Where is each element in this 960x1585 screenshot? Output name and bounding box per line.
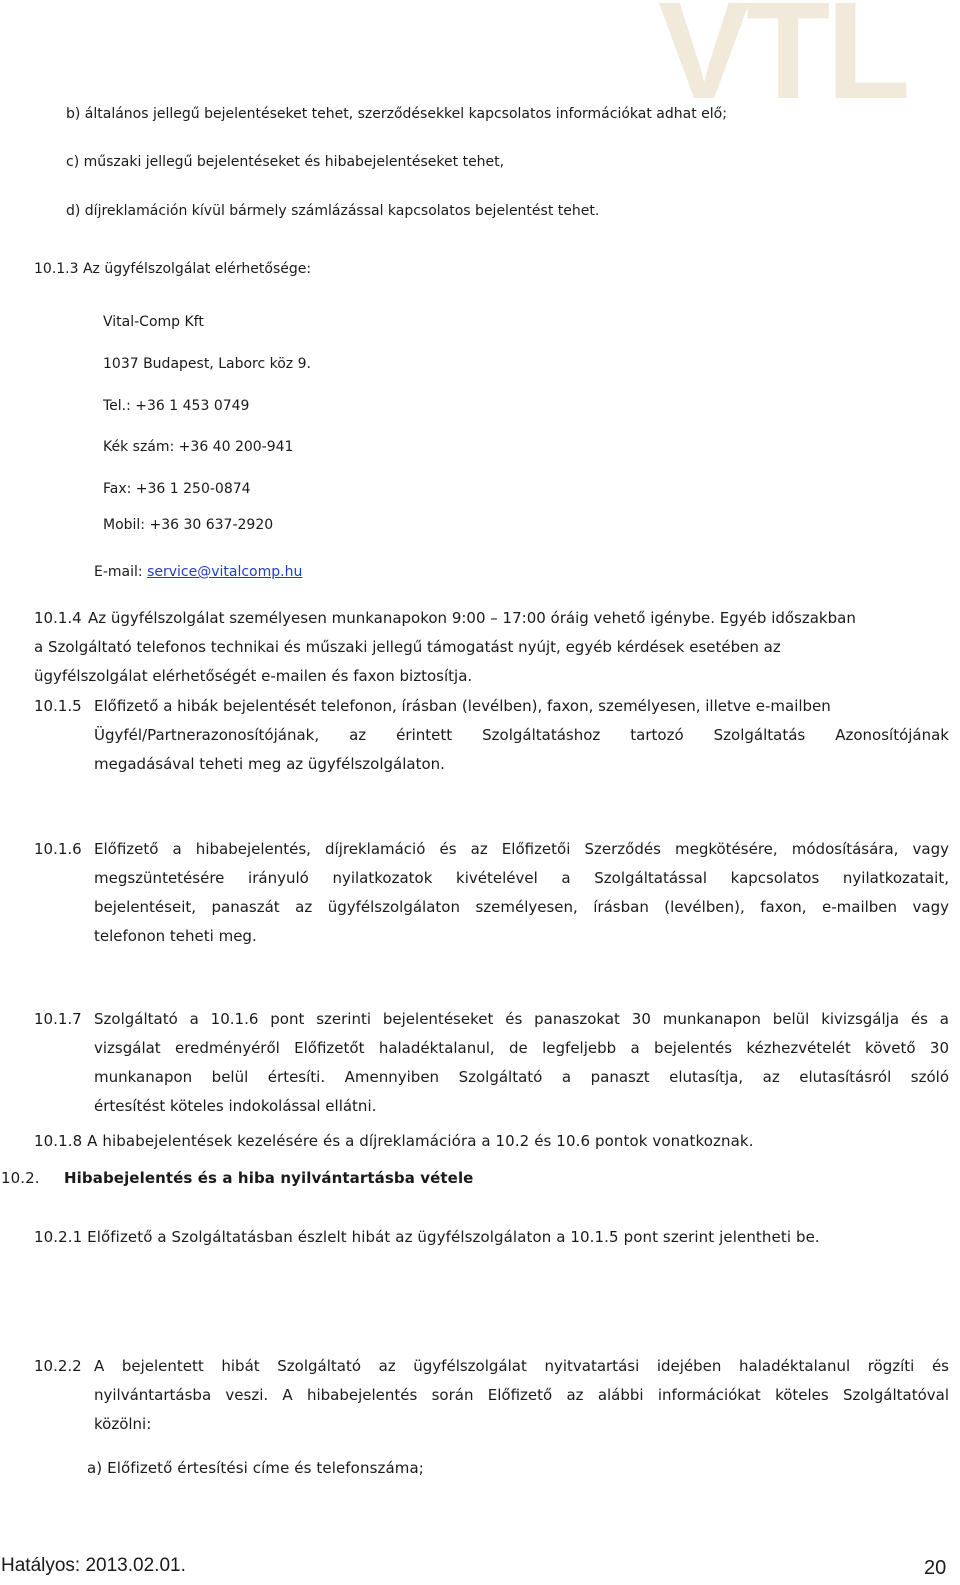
- heading-number: 10.2.: [1, 1169, 40, 1187]
- para-line: a Szolgáltató telefonos technikai és műszaki jellegű támogatást nyújt, egyéb kérdések esetében az: [34, 638, 781, 656]
- para-line: A bejelentett hibát Szolgáltató az ügyfélszolgálat nyitvatartási idejében haladéktalanul rögzíti és: [94, 1357, 949, 1375]
- para-line: vizsgálat eredményéről Előfizetőt haladéktalanul, de legfeljebb a bejelentés kézhezvételét követő 30: [94, 1039, 949, 1057]
- para-line: bejelentéseit, panaszát az ügyfélszolgálaton személyesen, írásban (levélben), faxon, e-mailben vagy: [94, 898, 949, 916]
- item-a: a) Előfizető értesítési címe és telefonszáma;: [87, 1459, 424, 1477]
- para-line: Ügyfél/Partnerazonosítójának, az érintett Szolgáltatáshoz tartozó Szolgáltatás Azonosítójának: [94, 726, 949, 744]
- para-line: megadásával teheti meg az ügyfélszolgálaton.: [94, 755, 445, 773]
- para-line: Szolgáltató a 10.1.6 pont szerinti bejelentéseket és panaszokat 30 munkanapon belül kivizsgálja és a: [94, 1010, 949, 1028]
- para-line: ügyfélszolgálat elérhetőségét e-mailen és faxon biztosítja.: [34, 667, 473, 685]
- contact-email-row: [94, 564, 302, 580]
- para-line: megszüntetésére irányuló nyilatkozatok kivételével a Szolgáltatással kapcsolatos nyilatkozatait,: [94, 869, 949, 887]
- contact-address: 1037 Budapest, Laborc köz 9.: [103, 356, 311, 372]
- item-c: c) műszaki jellegű bejelentéseket és hibabejelentéseket tehet,: [66, 154, 505, 170]
- section-10-1-3: 10.1.3 Az ügyfélszolgálat elérhetősége:: [34, 261, 312, 277]
- item-b: b) általános jellegű bejelentéseket tehet, szerződésekkel kapcsolatos információkat adhat elő;: [66, 106, 727, 122]
- section-number: 10.1.4: [34, 609, 82, 627]
- section-10-2-2: [34, 1352, 949, 1439]
- watermark-logo: VTL: [658, 0, 907, 128]
- section-number: 10.1.6: [34, 840, 82, 858]
- page-number: 20: [924, 1557, 947, 1579]
- section-10-1-8: 10.1.8 A hibabejelentések kezelésére és a díjreklamációra a 10.2 és 10.6 pontok vonatkoznak.: [34, 1132, 754, 1150]
- section-10-1-7: [34, 1005, 949, 1121]
- section-10-1-6: [34, 835, 949, 951]
- section-10-2-1: 10.2.1 Előfizető a Szolgáltatásban észlelt hibát az ügyfélszolgálaton a 10.1.5 pont szerint jelentheti be.: [34, 1228, 820, 1246]
- para-line: Előfizető a hibabejelentés, díjreklamáció és az Előfizetői Szerződés megkötésére, módosítására, vagy: [94, 840, 949, 858]
- email-label: E-mail:: [94, 564, 148, 580]
- section-10-1-4: [34, 604, 949, 691]
- para-line: közölni:: [94, 1415, 152, 1433]
- para-line: értesítést köteles indokolással ellátni.: [94, 1097, 377, 1115]
- section-10-1-5: [34, 692, 949, 779]
- heading-title: Hibabejelentés és a hiba nyilvántartásba vétele: [64, 1169, 474, 1187]
- footer-effective-date: Hatályos: 2013.02.01.: [1, 1555, 186, 1576]
- para-line: munkanapon belül értesíti. Amennyiben Szolgáltató a panaszt elutasítja, az elutasításról szóló: [94, 1068, 949, 1086]
- para-line: nyilvántartásba veszi. A hibabejelentés során Előfizető az alábbi információkat köteles Szolgáltatóval: [94, 1386, 949, 1404]
- contact-fax: Fax: +36 1 250-0874: [103, 481, 251, 497]
- contact-company: Vital-Comp Kft: [103, 314, 204, 330]
- section-number: 10.1.7: [34, 1010, 82, 1028]
- item-d: d) díjreklamáción kívül bármely számlázással kapcsolatos bejelentést tehet.: [66, 203, 600, 219]
- section-number: 10.1.5: [34, 697, 82, 715]
- contact-mobile: Mobil: +36 30 637-2920: [103, 517, 274, 533]
- para-line: telefonon teheti meg.: [94, 927, 257, 945]
- para-line: Előfizető a hibák bejelentését telefonon, írásban (levélben), faxon, személyesen, illetve e-mailben: [94, 697, 831, 715]
- para-line: Az ügyfélszolgálat személyesen munkanapokon 9:00 – 17:00 óráig vehető igénybe. Egyéb időszakban: [88, 609, 856, 627]
- email-link[interactable]: service@vitalcomp.hu: [147, 564, 303, 580]
- contact-tel: Tel.: +36 1 453 0749: [103, 398, 250, 414]
- section-number: 10.2.2: [34, 1357, 82, 1375]
- contact-blue-number: Kék szám: +36 40 200-941: [103, 439, 294, 455]
